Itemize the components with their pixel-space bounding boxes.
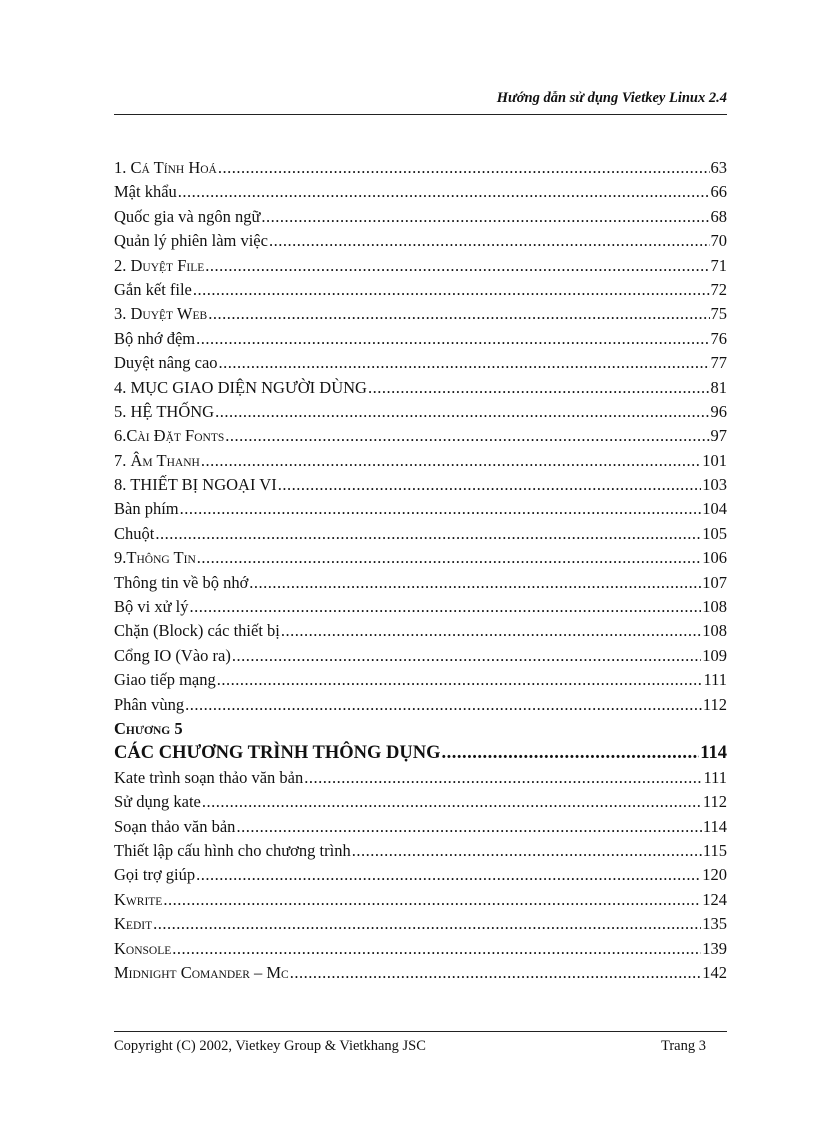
toc-entry-title: Bộ nhớ đệm: [114, 328, 196, 348]
toc-entry-title: Bộ vi xử lý: [114, 597, 189, 617]
toc-page-number: 112: [702, 694, 727, 714]
toc-entry-title: Quốc gia và ngôn ngữ: [114, 206, 261, 226]
toc-page-number: 70: [710, 231, 727, 251]
toc-entry[interactable]: [114, 863, 727, 887]
toc-dot-leader: [368, 376, 710, 400]
toc-entry-title: Gắn kết file: [114, 279, 192, 299]
toc-page-number: 112: [702, 792, 727, 812]
toc-entry-title: CHƯƠNG 5: [114, 718, 183, 738]
toc-dot-leader: [153, 912, 701, 936]
toc-dot-leader: [236, 815, 701, 839]
toc-entry[interactable]: [114, 376, 727, 400]
toc-entry-title: Thông tin về bộ nhớ: [114, 572, 249, 592]
toc-dot-leader: [172, 937, 701, 961]
toc-entry[interactable]: [114, 961, 727, 985]
toc-entry-title: 5. HỆ THỐNG: [114, 401, 215, 421]
toc-entry[interactable]: [114, 522, 727, 546]
toc-dot-leader: [249, 571, 701, 595]
toc-page-number: 111: [703, 767, 727, 787]
toc-dot-leader: [178, 180, 710, 204]
toc-entry-title: 6.CÀI ĐẶT FONTS: [114, 426, 225, 446]
toc-dot-leader: [278, 473, 702, 497]
toc-entry[interactable]: [114, 790, 727, 814]
toc-entry[interactable]: [114, 741, 727, 765]
toc-entry[interactable]: [114, 619, 727, 643]
toc-dot-leader: [197, 546, 701, 570]
toc-dot-leader: [219, 351, 710, 375]
toc-entry[interactable]: [114, 815, 727, 839]
toc-entry[interactable]: [114, 449, 727, 473]
toc-page-number: 142: [702, 962, 727, 982]
toc-entry-title: Quản lý phiên làm việc: [114, 231, 268, 251]
toc-page-number: 114: [702, 816, 727, 836]
toc-entry-title: Mật khẩu: [114, 182, 177, 202]
toc-entry[interactable]: [114, 839, 727, 863]
toc-entry[interactable]: [114, 180, 727, 204]
toc-page-number: 76: [710, 328, 727, 348]
toc-page-number: 71: [710, 255, 727, 275]
toc-entry[interactable]: [114, 473, 727, 497]
toc-entry[interactable]: [114, 205, 727, 229]
toc-dot-leader: [190, 595, 702, 619]
toc-entry-title: KONSOLE: [114, 938, 172, 958]
toc-entry[interactable]: [114, 327, 727, 351]
toc-entry-title: CÁC CHƯƠNG TRÌNH THÔNG DỤNG: [114, 743, 441, 764]
toc-entry-title: MIDNIGHT COMANDER – MC: [114, 962, 289, 982]
toc-page-number: 81: [710, 377, 727, 397]
toc-dot-leader: [185, 693, 702, 717]
toc-dot-leader: [155, 522, 701, 546]
toc-entry-title: Cổng IO (Vào ra): [114, 645, 231, 665]
toc-entry[interactable]: [114, 254, 727, 278]
toc-page-number: 105: [702, 523, 727, 543]
toc-dot-leader: [269, 229, 710, 253]
toc-page-number: 115: [702, 840, 727, 860]
toc-entry-title: Chuột: [114, 523, 155, 543]
toc-dot-leader: [281, 619, 701, 643]
toc-entry[interactable]: [114, 302, 727, 326]
toc-entry[interactable]: [114, 595, 727, 619]
toc-entry-title: Chặn (Block) các thiết bị: [114, 621, 280, 641]
toc-dot-leader: [196, 863, 701, 887]
toc-dot-leader: [352, 839, 702, 863]
toc-dot-leader: [193, 278, 710, 302]
toc-dot-leader: [225, 424, 709, 448]
toc-dot-leader: [163, 888, 701, 912]
toc-entry-title: 8. THIẾT BỊ NGOẠI VI: [114, 475, 277, 495]
toc-page-number: 66: [710, 182, 727, 202]
toc-dot-leader: [304, 766, 702, 790]
toc-entry-title: 4. MỤC GIAO DIỆN NGƯỜI DÙNG: [114, 377, 367, 397]
toc-dot-leader: [217, 668, 703, 692]
toc-entry[interactable]: [114, 424, 727, 448]
toc-entry-title: Sử dụng kate: [114, 792, 201, 812]
toc-dot-leader: [442, 741, 700, 765]
toc-entry-title: 3. DUYỆT WEB: [114, 304, 208, 324]
toc-page-number: 106: [702, 548, 727, 568]
toc-entry[interactable]: [114, 888, 727, 912]
toc-entry[interactable]: [114, 278, 727, 302]
toc-page-number: 107: [702, 572, 727, 592]
toc-entry-title: 7. ÂM THANH: [114, 450, 200, 470]
toc-entry-title: Phân vùng: [114, 694, 185, 714]
toc-page-number: 108: [702, 621, 727, 641]
toc-entry-title: Giao tiếp mạng: [114, 670, 216, 690]
toc-entry-title: Thiết lập cấu hình cho chương trình: [114, 840, 351, 860]
toc-entry-title: Gọi trợ giúp: [114, 865, 196, 885]
toc-entry-title: KWRITE: [114, 889, 163, 909]
toc-entry[interactable]: [114, 717, 727, 741]
toc-dot-leader: [180, 497, 702, 521]
toc-entry[interactable]: [114, 693, 727, 717]
toc-entry-title: 9.THÔNG TIN: [114, 548, 196, 568]
toc-page-number: 104: [702, 499, 727, 519]
toc-entry[interactable]: [114, 571, 727, 595]
toc-dot-leader: [232, 644, 701, 668]
toc-entry[interactable]: [114, 546, 727, 570]
toc-dot-leader: [218, 156, 710, 180]
toc-dot-leader: [196, 327, 709, 351]
toc-entry-title: 2. DUYỆT FILE: [114, 255, 205, 275]
toc-page-number: 124: [702, 889, 727, 909]
toc-dot-leader: [261, 205, 709, 229]
toc-entry[interactable]: [114, 644, 727, 668]
toc-entry[interactable]: [114, 229, 727, 253]
toc-entry[interactable]: [114, 351, 727, 375]
toc-page-number: 120: [702, 865, 727, 885]
toc-entry-title: KEDIT: [114, 914, 153, 934]
toc-entry-title: Bàn phím: [114, 499, 179, 519]
toc-page-number: 139: [702, 938, 727, 958]
toc-entry[interactable]: [114, 497, 727, 521]
toc-page-number: 72: [710, 279, 727, 299]
toc-entry[interactable]: [114, 937, 727, 961]
toc-page-number: 63: [710, 158, 727, 177]
toc-entry-title: Kate trình soạn thảo văn bản: [114, 767, 304, 787]
table-of-contents: [114, 156, 727, 985]
page-footer: [114, 1031, 727, 1054]
toc-page-number: 108: [702, 597, 727, 617]
toc-entry[interactable]: [114, 156, 727, 180]
toc-entry-title: Duyệt nâng cao: [114, 353, 218, 373]
toc-entry[interactable]: [114, 912, 727, 936]
toc-page-number: 68: [710, 206, 727, 226]
toc-page-number: 114: [700, 743, 727, 764]
toc-entry[interactable]: [114, 400, 727, 424]
toc-page-number: 75: [710, 304, 727, 324]
toc-page-number: 109: [702, 645, 727, 665]
toc-page-number: 101: [702, 450, 727, 470]
toc-entry[interactable]: [114, 668, 727, 692]
toc-page-number: 96: [710, 401, 727, 421]
footer-copyright: Copyright (C) 2002, Vietkey Group & Vietkhang JSC: [114, 1038, 426, 1054]
toc-page-number: 111: [703, 670, 727, 690]
header-title: Hướng dẫn sử dụng Vietkey Linux 2.4: [496, 90, 727, 106]
page-header: [114, 88, 727, 115]
toc-page-number: 77: [710, 353, 727, 373]
toc-entry[interactable]: [114, 766, 727, 790]
footer-page-number: Trang 3: [661, 1038, 706, 1054]
toc-page-number: 97: [710, 426, 727, 446]
toc-page-number: 103: [702, 475, 727, 495]
toc-dot-leader: [201, 449, 701, 473]
toc-dot-leader: [215, 400, 709, 424]
toc-dot-leader: [290, 961, 702, 985]
toc-page-number: 135: [702, 914, 727, 934]
toc-entry-title: 1. CÁ TÍNH HOÁ: [114, 158, 217, 177]
toc-entry-title: Soạn thảo văn bản: [114, 816, 236, 836]
toc-dot-leader: [205, 254, 709, 278]
toc-dot-leader: [202, 790, 702, 814]
toc-dot-leader: [208, 302, 709, 326]
